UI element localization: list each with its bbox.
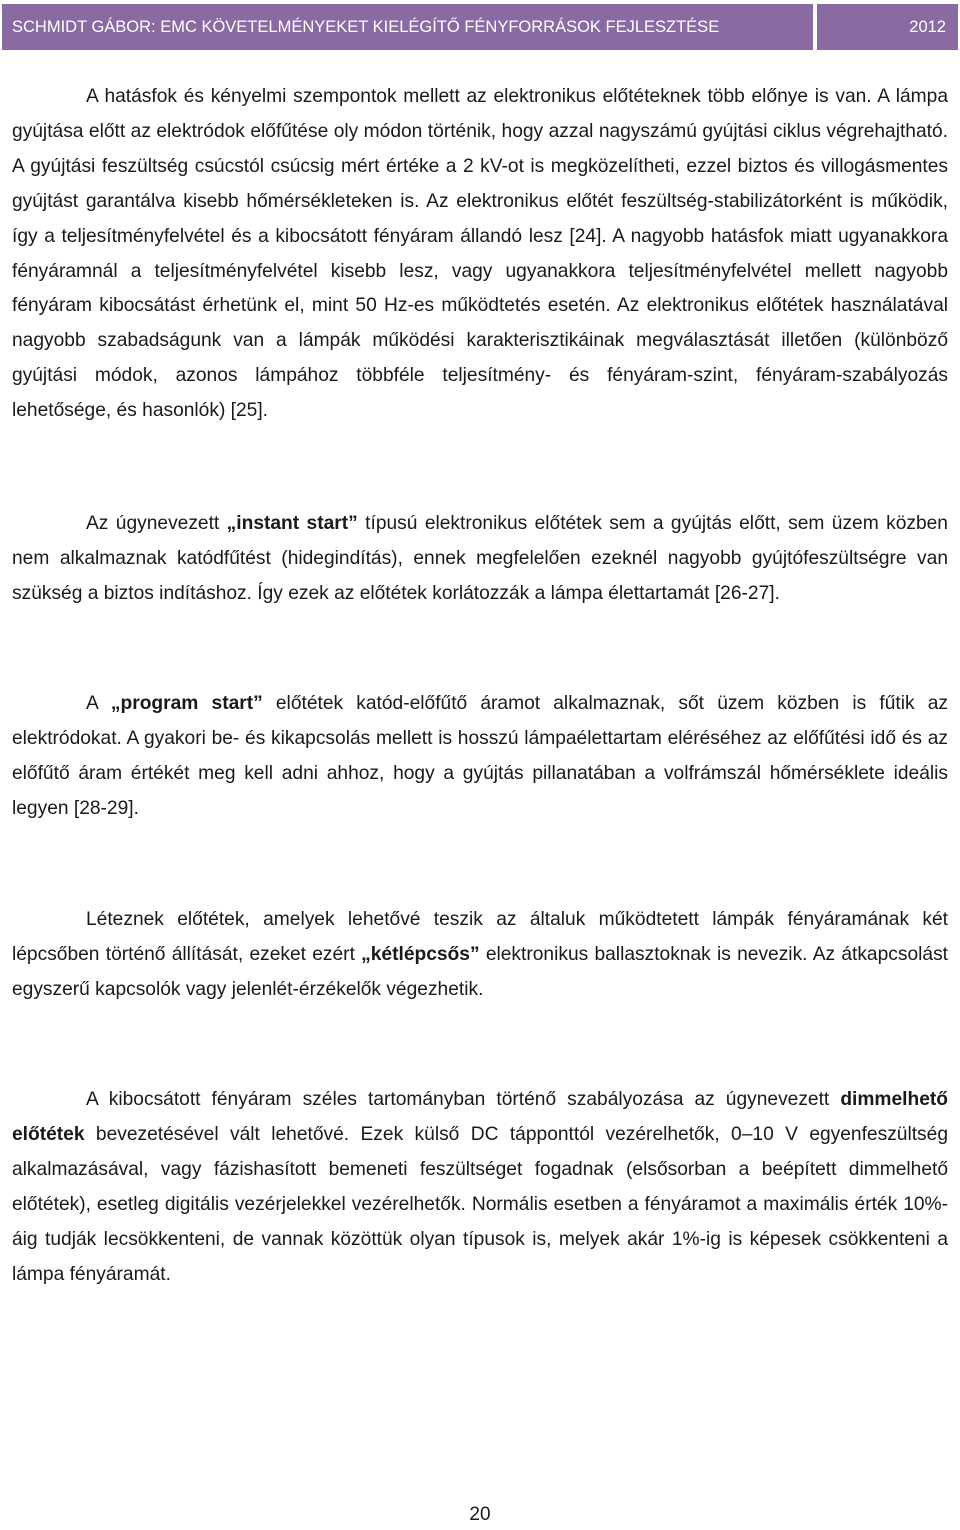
document-body [12,80,948,1293]
paragraph-text: elektronikus ballasztoknak is nevezik. Az átkapcsolást egyszerű kapcsolók vagy jelenlét-érzékelők végezhetik. [12,944,948,1001]
paragraph-text: Léteznek előtétek, amelyek lehetővé teszik az általuk működtetett lámpák fényáramának két lépcsőben történő állítását, ezeket ezért [12,909,948,966]
header-title: SCHMIDT GÁBOR: EMC KÖVETELMÉNYEKET KIELÉGÍTŐ FÉNYFORRÁSOK FEJLESZTÉSE [2,4,813,50]
paragraph-text: előtétek katód-előfűtő áramot alkalmaznak, sőt üzem közben is fűtik az elektródokat. A gyakori be- és kikapcsolás mellett is hosszú lámpaélettartam eléréséhez az előfűtési idő és az előfűtő áram értékét meg kell adni ahhoz, hogy a gyújtás pillanatában a volfrámszál hőmérséklete ideális legyen [28-29]. [12,692,948,819]
term-two-step: „kétlépcsős” [361,944,480,966]
term-instant-start: „instant start” [226,513,358,535]
paragraph-instant-start [12,507,948,612]
paragraph-text: A hatásfok és kényelmi szempontok mellett az elektronikus előtéteknek több előnye is van. A lámpa gyújtása előtt az elektródok előfűtése oly módon történik, hogy azzal nagyszámú gyújtási ciklus végrehajtható. A gyújtási feszültség csúcstól csúcsig mért értéke a 2 kV-ot is megközelítheti, ezzel biztos és villogásmentes gyújtást garantálva kisebb hőmérsékleteken is. Az elektronikus előtét feszültség-stabilizátorként is működik, így a teljesítményfelvétel és a kibocsátott fényáram állandó lesz [24]. A nagyobb hatásfok miatt ugyanakkora fényáramnál a teljesítményfelvétel kisebb lesz, vagy ugyanakkora teljesítményfelvétel mellett nagyobb fényáram kibocsátást érhetünk el, mint 50 Hz-es működtetés esetén. Az elektronikus előtétek használatával nagyobb szabadságunk van a lámpák működési karakterisztikáinak megválasztását illetően (különböző gyújtási módok, azonos lámpához többféle teljesítmény- és fényáram-szint, fényáram-szabályozás lehetősége, és hasonlók) [25]. [12,86,948,422]
header-year: 2012 [817,4,958,50]
paragraph-text: Az úgynevezett [86,513,227,535]
page-header [0,4,960,50]
paragraph-electronic-ballast-advantages [12,80,948,429]
paragraph-text: A [86,692,111,714]
paragraph-text: A kibocsátott fényáram széles tartományban történő szabályozása az úgynevezett [86,1089,841,1111]
paragraph-text: típusú elektronikus előtétek sem a gyújtás előtt, sem üzem közben nem alkalmaznak katódfűtést (hidegindítás), ennek megfelelően ezeknél nagyobb gyújtófeszültségre van szükség a biztos indításhoz. Így ezek az előtétek korlátozzák a lámpa élettartamát [26-27]. [12,513,948,604]
term-program-start: „program start” [110,692,263,714]
paragraph-program-start [12,687,948,827]
term-dimmable-ballasts: dimmelhető előtétek [12,1089,948,1146]
paragraph-two-step [12,903,948,1008]
paragraph-dimmable [12,1083,948,1292]
page-number: 20 [469,1504,491,1525]
paragraph-text: bevezetésével vált lehetővé. Ezek külső DC tápponttól vezérelhetők, 0–10 V egyenfeszültség alkalmazásával, vagy fázishasított bemeneti feszültséget fogadnak (elsősorban a beépített dimmelhető előtétek), esetleg digitális vezérjelekkel vezérelhetők. Normális esetben a fényáramot a maximális érték 10%-áig tudják lecsökkenteni, de vannak közöttük olyan típusok is, melyek akár 1%-ig is képesek csökkenteni a lámpa fényáramát. [12,1124,948,1285]
